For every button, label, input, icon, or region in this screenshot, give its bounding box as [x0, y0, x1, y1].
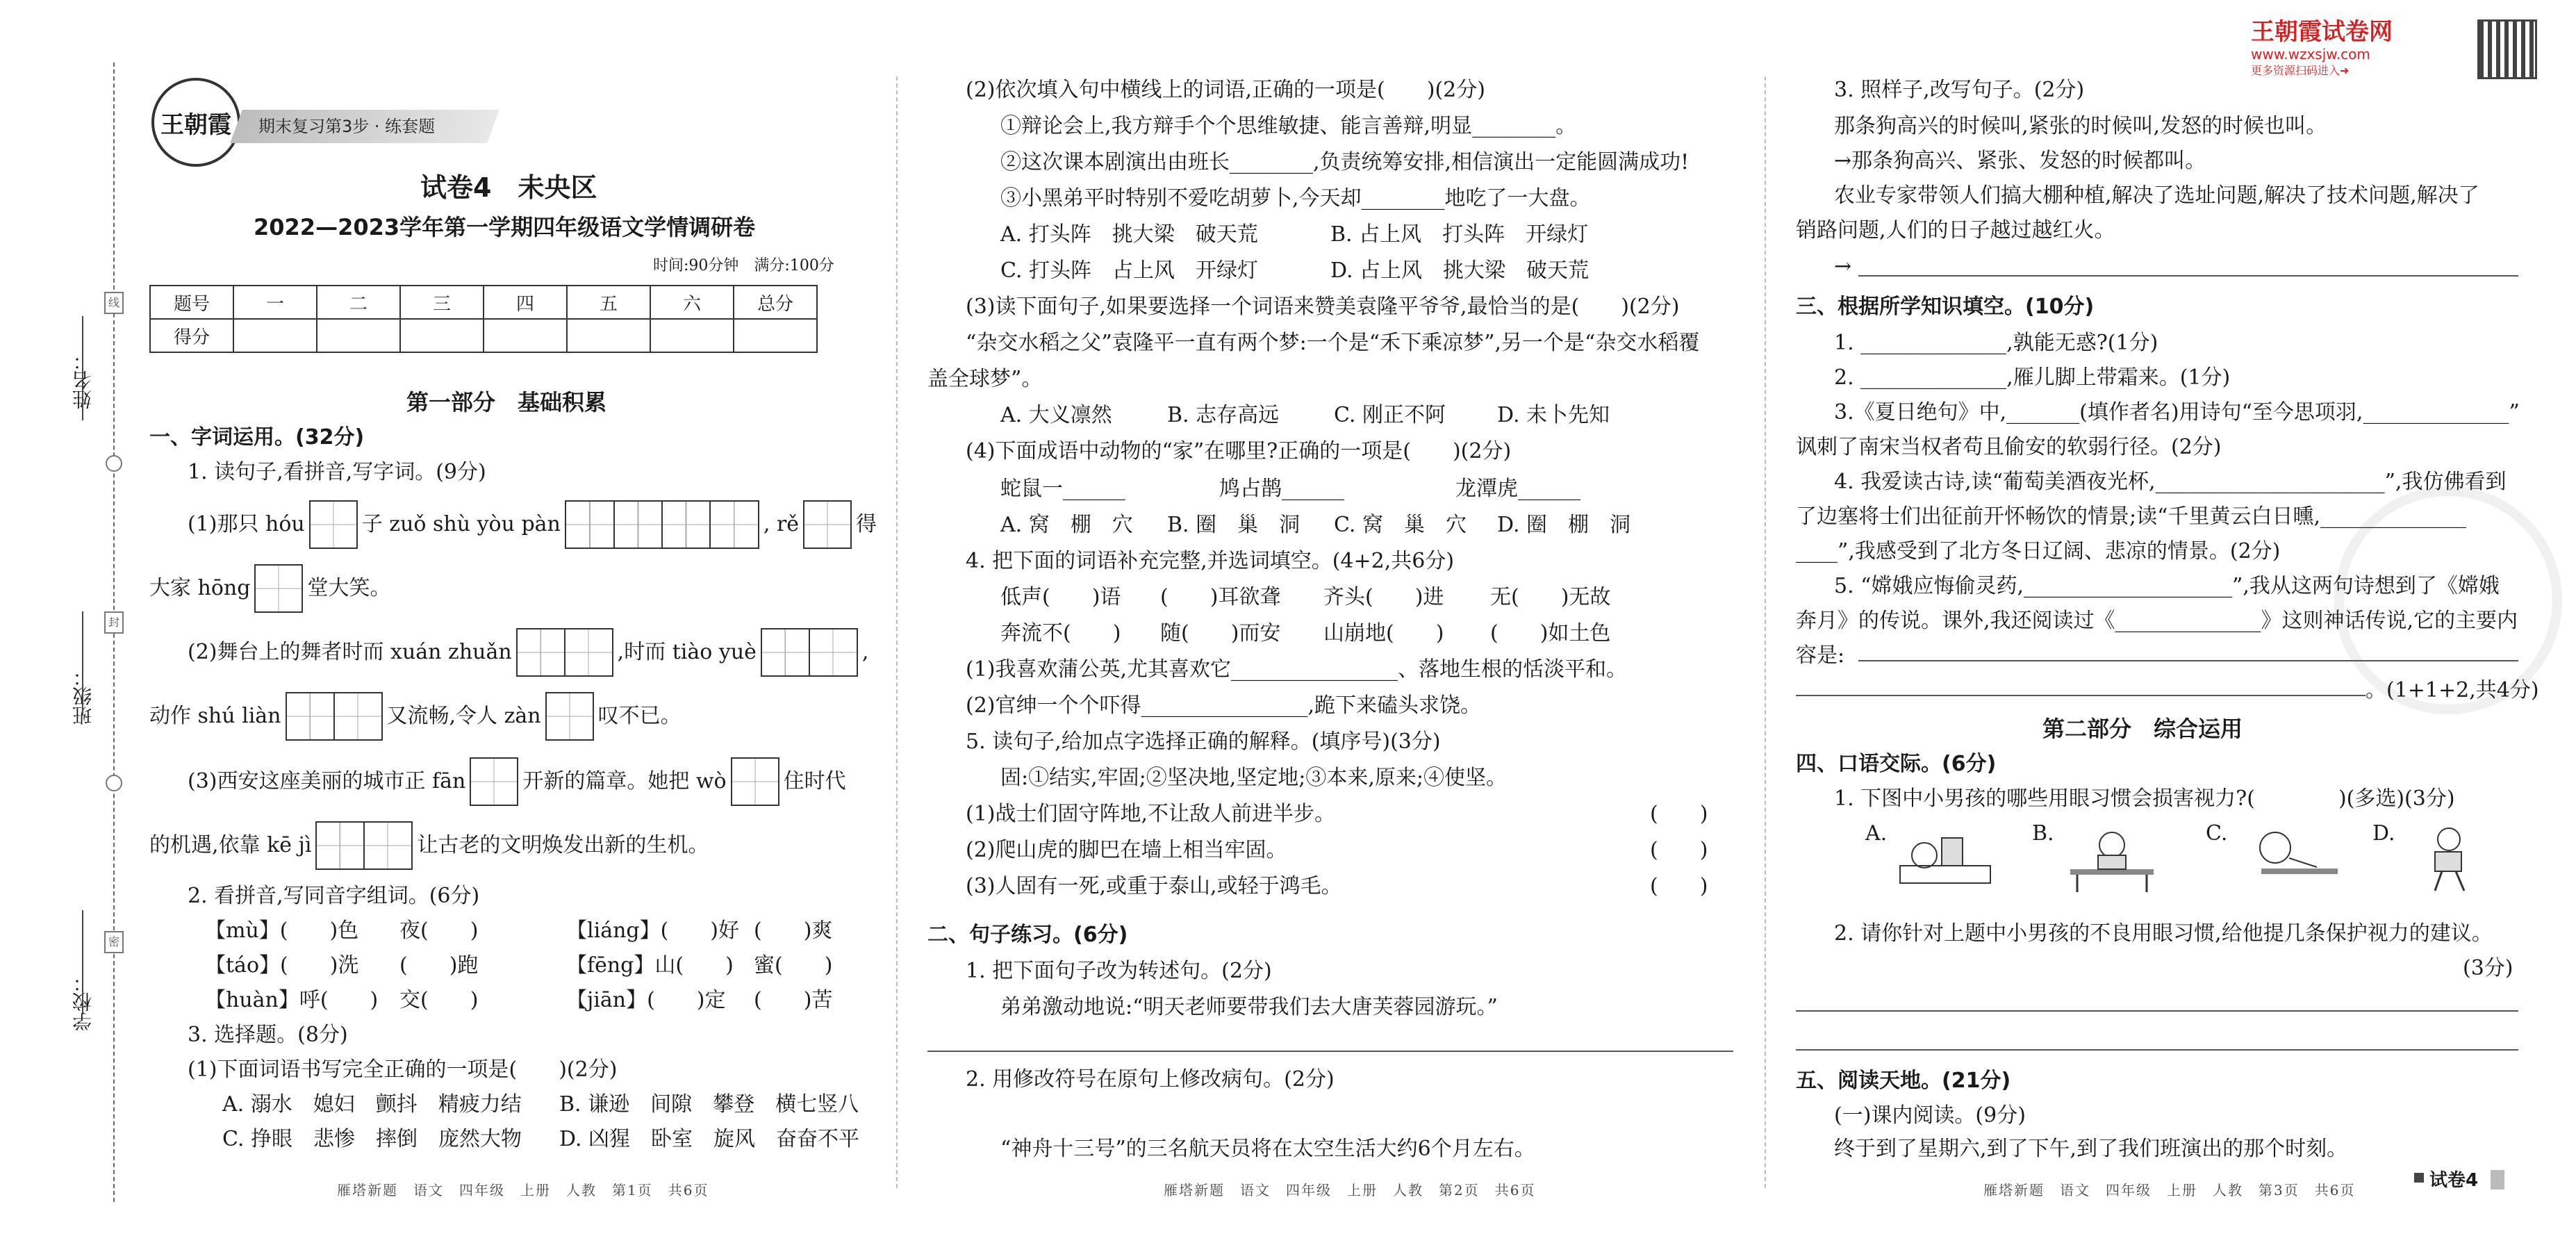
- brand-logo-text: 王朝霞: [160, 110, 231, 139]
- question-line: 2. ______________,雁儿脚上带霜来。(1分): [1834, 365, 2231, 390]
- question: (3)读下面句子,如果要选择一个词语来赞美袁隆平爷爷,最恰当的是( )(2分): [966, 295, 1680, 319]
- text: 住时代: [783, 769, 846, 793]
- watermark-title: 王朝霞试卷网: [2251, 18, 2393, 46]
- section-heading: 一、字词运用。(32分): [149, 425, 365, 450]
- watermark-note: 更多资源扫码进入➜: [2251, 64, 2350, 77]
- exam-meta: 时间:90分钟 满分:100分: [653, 257, 834, 274]
- pinyin-item: 【mù】( )色: [205, 919, 359, 943]
- writing-grid[interactable]: [315, 821, 413, 870]
- question-line: 销路问题,人们的日子越过越红火。: [1796, 218, 2115, 242]
- question-line: 讽刺了南宋当权者苟且偷安的软弱行径。(2分): [1796, 435, 2222, 459]
- score-header-cell: 总分: [734, 286, 817, 319]
- score-header-cell: 六: [650, 286, 734, 319]
- writing-grid[interactable]: [545, 692, 594, 741]
- question: 3. 选择题。(8分): [188, 1023, 348, 1047]
- score-header-cell: 二: [317, 286, 400, 319]
- seal-mark-line: 线: [104, 292, 124, 314]
- option: B. 志存高远: [1167, 403, 1280, 427]
- option: C. 挣眼 悲惨 摔倒 庞然大物: [222, 1127, 522, 1151]
- class-label: 班级：: [72, 667, 94, 725]
- option: C. 刚正不阿: [1334, 403, 1446, 427]
- option: A. 大义凛然: [1000, 403, 1112, 427]
- writing-grid[interactable]: [565, 500, 759, 549]
- square-icon: [2414, 1173, 2424, 1183]
- option: C. 打头阵 占上风 开绿灯: [1000, 258, 1258, 283]
- score-header-cell: 三: [400, 286, 484, 319]
- score-cell[interactable]: [233, 319, 317, 352]
- question-line: 盖全球梦”。: [927, 367, 1043, 391]
- question-line: 1. ______________,孰能无惑?(1分): [1834, 331, 2158, 355]
- question: (2)依次填入句中横线上的词语,正确的一项是( )(2分): [966, 78, 1485, 102]
- question: (1)下面词语书写完全正确的一项是( )(2分): [188, 1057, 618, 1082]
- question: 5. 读句子,给加点字选择正确的解释。(填序号)(3分): [966, 730, 1441, 754]
- question: 2. 用修改符号在原句上修改病句。(2分): [966, 1067, 1335, 1092]
- question-line: 3.《夏日绝句》中,_______(填作者名)用诗句“至今思项羽,______________”: [1834, 400, 2520, 425]
- question-line: 那条狗高兴的时候叫,紧张的时候叫,发怒的时候也叫。: [1834, 114, 2327, 138]
- option: A. 打头阵 挑大梁 破天荒: [1000, 222, 1258, 247]
- writing-grid[interactable]: [286, 692, 383, 741]
- question-line: →那条狗高兴、紧张、发怒的时候都叫。: [1834, 149, 2206, 173]
- question: (4)下面成语中动物的“家”在哪里?正确的一项是( )(2分): [966, 439, 1512, 463]
- question-line: (2)爬山虎的脚巴在墙上相当牢固。: [966, 838, 1287, 862]
- option-label: A.: [1865, 821, 1888, 846]
- question: (一)课内阅读。(9分): [1834, 1103, 2026, 1128]
- question-line: [188, 757, 846, 806]
- score-cell[interactable]: [567, 319, 650, 352]
- pinyin-item: ( )苦: [754, 988, 833, 1012]
- section-heading: 五、阅读天地。(21分): [1796, 1069, 2011, 1093]
- section-heading: 四、口语交际。(6分): [1796, 752, 1997, 776]
- page-footer: 雁塔新题 语文 四年级 上册 人教 第3页 共6页: [1983, 1182, 2356, 1199]
- score-cell[interactable]: [484, 319, 567, 352]
- idiom-item: ( )耳欲聋: [1160, 585, 1281, 609]
- idiom-item: 随( )而安: [1160, 621, 1281, 645]
- exam-badge: 试卷4: [2429, 1170, 2479, 1191]
- idiom-item: 齐头( )进: [1323, 585, 1444, 609]
- boy-reading-at-desk-icon: [2060, 824, 2164, 894]
- text: ,: [861, 640, 869, 664]
- binding-hole: [106, 775, 122, 791]
- score-row-label: 得分: [150, 319, 233, 352]
- question: 2. 请你针对上题中小男孩的不良用眼习惯,给他提几条保护视力的建议。: [1834, 921, 2493, 946]
- question-line: [149, 821, 709, 870]
- question-line: 鸠占鹊______: [1219, 477, 1344, 501]
- text: 子 zuǒ shù yòu pàn: [361, 512, 561, 536]
- option: B. 占上风 打头阵 开绿灯: [1330, 222, 1589, 247]
- page-divider: [1765, 76, 1766, 1188]
- boy-writing-close-icon: [2234, 820, 2345, 894]
- pinyin-item: 【fēng】山( ): [566, 953, 734, 978]
- seal-mark-seal: 封: [104, 611, 124, 634]
- option: B. 圈 巢 洞: [1167, 513, 1301, 537]
- name-label: 姓名：: [72, 351, 94, 409]
- text: 堂大笑。: [307, 576, 391, 600]
- writing-grid[interactable]: [516, 628, 613, 677]
- question-line: (1)我喜欢蒲公英,尤其喜欢它________________、落地生根的恬淡平和。: [966, 657, 1628, 682]
- question-line: “神舟十三号”的三名航天员将在太空生活大约6个月左右。: [1000, 1137, 1535, 1161]
- page-footer: 雁塔新题 语文 四年级 上册 人教 第1页 共6页: [337, 1182, 709, 1199]
- question-line: 蛇鼠一______: [1000, 477, 1125, 501]
- writing-grid[interactable]: [309, 500, 358, 549]
- question-line: [188, 628, 868, 677]
- question-line: ②这次课本剧演出由班长________,负责统筹安排,相信演出一定能圆满成功!: [1000, 150, 1690, 174]
- page-1: [149, 0, 877, 1243]
- pinyin-item: 【liáng】( )好: [566, 919, 740, 943]
- answer-line[interactable]: [1858, 660, 2518, 661]
- text: 大家 hōng: [149, 576, 251, 600]
- question-line: 了边塞将士们出征前开怀畅饮的情景;读“千里黄云白日曛,______________: [1796, 504, 2466, 529]
- question-line: [149, 564, 390, 613]
- answer-line[interactable]: [1796, 1049, 2518, 1051]
- option: B. 谦逊 间隙 攀登 横七竖八: [559, 1092, 859, 1117]
- section-heading: 二、句子练习。(6分): [927, 923, 1128, 947]
- idiom-item: 奔流不( ): [1000, 621, 1121, 645]
- question: 1. 读句子,看拼音,写字词。(9分): [188, 460, 486, 484]
- banner-text: 期末复习第3步 · 练套题: [258, 117, 436, 136]
- badge-tab: [2491, 1170, 2504, 1190]
- question-line: 4. 我爱读古诗,读“葡萄美酒夜光杯,______________________”,我仿佛看到: [1834, 470, 2507, 494]
- question: 3. 照样子,改写句子。(2分): [1834, 78, 2085, 102]
- question-line: (3分): [2463, 956, 2513, 980]
- score-table: [149, 285, 818, 353]
- option: A. 溺水 媳妇 颤抖 精疲力结: [222, 1092, 522, 1117]
- binding-hole: [106, 455, 122, 472]
- option: D. 未卜先知: [1497, 403, 1610, 427]
- answer-line[interactable]: [1796, 695, 2366, 696]
- seal-mark-secret: 密: [104, 931, 124, 953]
- score-cell[interactable]: [317, 319, 400, 352]
- score-header-cell: 一: [233, 286, 317, 319]
- text: 又流畅,令人 zàn: [386, 704, 541, 728]
- answer-line[interactable]: [1796, 1010, 2518, 1012]
- boy-reading-walking-icon: [2400, 824, 2504, 894]
- question-line: [149, 692, 682, 741]
- pinyin-item: 夜( ): [399, 919, 479, 943]
- school-label: 学校：: [72, 973, 94, 1031]
- text: 开新的篇章。她把 wò: [522, 769, 727, 793]
- question-line: [188, 500, 877, 549]
- text: 叹不已。: [597, 704, 682, 728]
- writing-grid[interactable]: [731, 757, 779, 806]
- text: 让古老的文明焕发出新的生机。: [417, 833, 709, 857]
- page-divider: [896, 76, 898, 1188]
- writing-grid[interactable]: [470, 757, 518, 806]
- question-line: 弟弟激动地说:“明天老师要带我们去大唐芙蓉园游玩。”: [1000, 995, 1498, 1019]
- score-header-cell: 题号: [150, 286, 233, 319]
- idiom-item: 无( )无故: [1490, 585, 1611, 609]
- pinyin-item: 交( ): [399, 988, 479, 1012]
- writing-grid[interactable]: [761, 628, 858, 677]
- page-3: [1796, 0, 2539, 1243]
- option-label: D.: [2372, 821, 2395, 846]
- section-heading: 三、根据所学知识填空。(10分): [1796, 295, 2095, 319]
- score-cell[interactable]: [400, 319, 484, 352]
- writing-grid[interactable]: [254, 564, 303, 613]
- score-cell[interactable]: [650, 319, 734, 352]
- answer-paren[interactable]: ( ): [1650, 874, 1708, 898]
- page-2: [927, 0, 1733, 1243]
- question-line: ①辩论会上,我方辩手个个思维敏捷、能言善辩,明显________。: [1000, 114, 1577, 138]
- page-footer: 雁塔新题 语文 四年级 上册 人教 第2页 共6页: [1164, 1182, 1536, 1199]
- answer-line[interactable]: [927, 1051, 1733, 1052]
- option-label: B.: [2032, 821, 2054, 846]
- question-line: ③小黑弟平时特别不爱吃胡萝卜,今天却________地吃了一大盘。: [1000, 186, 1591, 211]
- text: , rě: [763, 512, 800, 536]
- question-line: 农业专家带领人们搞大棚种植,解决了选址问题,解决了技术问题,解决了: [1834, 183, 2479, 208]
- question-line: (2)官绅一个个吓得________________,跪下来磕头求饶。: [966, 693, 1482, 718]
- question-line: →: [1834, 254, 1852, 279]
- idiom-item: 低声( )语: [1000, 585, 1121, 609]
- question-line: (1)战士们固守阵地,不让敌人前进半步。: [966, 802, 1336, 826]
- question: 1. 下图中小男孩的哪些用眼习惯会损害视力?( )(多选)(3分): [1834, 787, 2455, 811]
- option: A. 窝 棚 穴: [1000, 513, 1133, 537]
- text: 得: [856, 512, 877, 536]
- idiom-item: 山崩地( ): [1323, 621, 1444, 645]
- answer-paren[interactable]: ( ): [1650, 802, 1708, 826]
- pinyin-item: ( )跑: [399, 953, 479, 978]
- option: D. 占上风 挑大梁 破天荒: [1330, 258, 1590, 283]
- reading-passage: 终于到了星期六,到了下午,到了我们班演出的那个时刻。: [1834, 1137, 2348, 1161]
- text: (2)舞台上的舞者时而 xuán zhuǎn: [188, 640, 512, 664]
- question-line: 奔月》的传说。课外,我还阅读过《______________》这则神话传说,它的主要内: [1796, 609, 2518, 633]
- pinyin-item: 蜜( ): [754, 953, 833, 978]
- pinyin-item: 【huàn】呼( ): [205, 988, 379, 1012]
- question: 2. 看拼音,写同音字组词。(6分): [188, 884, 480, 908]
- question-line: 龙潭虎______: [1455, 477, 1580, 501]
- boy-lying-reading-icon: [1893, 824, 1997, 894]
- option-label: C.: [2206, 821, 2228, 846]
- pinyin-item: 【jiān】( )定: [566, 988, 726, 1012]
- question: 1. 把下面句子改为转述句。(2分): [966, 959, 1272, 983]
- pinyin-item: 【táo】( )洗: [205, 953, 359, 978]
- part-heading: 第一部分 基础积累: [406, 389, 607, 415]
- exam-title: 试卷4 未央区: [420, 172, 597, 203]
- text: ,时而 tiào yuè: [617, 640, 757, 664]
- question-line: 固:①结实,牢固;②坚决地,坚定地;③本来,原来;④使坚。: [1000, 766, 1508, 790]
- writing-grid[interactable]: [803, 500, 852, 549]
- text: 的机遇,依靠 kē jì: [149, 833, 312, 857]
- option: C. 窝 巢 穴: [1334, 513, 1467, 537]
- question-line: 5. “嫦娥应悔偷灵药,____________________”,我从这两句诗想到了《嫦娥: [1834, 574, 2500, 598]
- answer-paren[interactable]: ( ): [1650, 838, 1708, 862]
- exam-subtitle: 2022—2023学年第一学期四年级语文学情调研卷: [254, 214, 756, 240]
- text: 动作 shú liàn: [149, 704, 281, 728]
- option: D. 凶猩 卧室 旋风 奋奋不平: [559, 1127, 860, 1151]
- question-line: (3)人固有一死,或重于泰山,或轻于鸿毛。: [966, 874, 1342, 898]
- score-header-cell: 五: [567, 286, 650, 319]
- option: D. 圈 棚 洞: [1497, 513, 1631, 537]
- score-header-cell: 四: [484, 286, 567, 319]
- part-heading: 第二部分 综合运用: [2042, 716, 2243, 742]
- idiom-item: ( )如土色: [1490, 621, 1611, 645]
- watermark-url: www.wzxsjw.com: [2251, 46, 2370, 63]
- pinyin-item: ( )爽: [754, 919, 833, 943]
- text: (3)西安这座美丽的城市正 fān: [188, 769, 466, 793]
- question-line: “杂交水稻之父”袁隆平一直有两个梦:一个是“禾下乘凉梦”,另一个是“杂交水稻覆: [966, 331, 1700, 355]
- question-line: 容是:: [1796, 643, 1845, 668]
- text: (1)那只 hóu: [188, 512, 305, 536]
- answer-line[interactable]: [1858, 275, 2518, 277]
- question: 4. 把下面的词语补充完整,并选词填空。(4+2,共6分): [966, 549, 1455, 573]
- question-line: 。(1+1+2,共4分): [2366, 678, 2539, 702]
- score-cell[interactable]: [734, 319, 817, 352]
- question-line: ____”,我感受到了北方冬日辽阔、悲凉的情景。(2分): [1796, 539, 2281, 563]
